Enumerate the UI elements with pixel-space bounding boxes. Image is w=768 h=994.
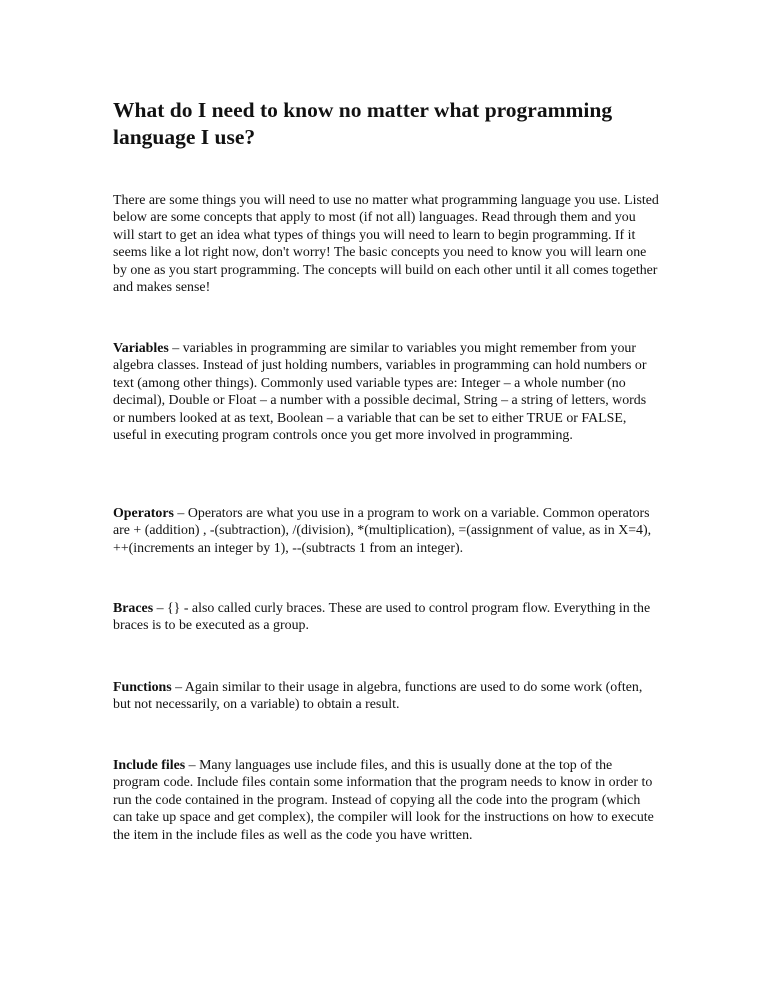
variables-paragraph [113, 340, 659, 444]
operators-text: – Operators are what you use in a program to work on a variable. Common operators are + (addition) , -(subtraction), /(division), *(multiplication), =(assignment of value, as in X=4), ++(increments an integer by 1), --(subtracts 1 from an integer). [113, 506, 652, 556]
operators-paragraph [113, 505, 659, 557]
variables-text: – variables in programming are similar to variables you might remember from your algebra classes. Instead of just holding numbers, variables in programming can hold numbers or text (among other things). Commonly used variable types are: Integer – a whole number (no decimal), Double or Float – a number with a possible decimal, String – a string of letters, words or numbers looked at as text, Boolean – a variable that can be set to either TRUE or FALSE, useful in executing program controls once you get more involved in programming. [113, 341, 647, 444]
braces-term: Braces [113, 601, 154, 616]
variables-term: Variables [113, 341, 169, 356]
include-files-paragraph [113, 757, 659, 844]
functions-term: Functions [113, 680, 172, 695]
functions-paragraph [113, 679, 659, 714]
include-files-term: Include files [113, 758, 186, 773]
braces-text: – {} - also called curly braces. These are used to control program flow. Everything in the braces is to be executed as a group. [113, 601, 651, 634]
intro-paragraph: There are some things you will need to use no matter what programming language you use. Listed below are some concepts that apply to most (if not all) languages. Read through them and you will start to get an idea what types of things you will need to learn to begin programming. If it seems like a lot right now, don't worry! The basic concepts you need to know you will learn one by one as you start programming. The concepts will build on each other until it all comes together and makes sense! [113, 193, 659, 296]
braces-paragraph [113, 600, 659, 635]
page-title: What do I need to know no matter what programming language I use? [113, 98, 613, 149]
functions-text: – Again similar to their usage in algebra, functions are used to do some work (often, but not necessarily, on a variable) to obtain a result. [113, 680, 643, 713]
operators-term: Operators [113, 506, 174, 521]
include-files-text: – Many languages use include files, and this is usually done at the top of the program code. Include files contain some information that the program needs to know in order to run the code contained in the program. Instead of copying all the code into the program (which can take up space and get complex), the compiler will look for the instructions on how to execute the item in the include files as well as the code you have written. [113, 758, 654, 843]
